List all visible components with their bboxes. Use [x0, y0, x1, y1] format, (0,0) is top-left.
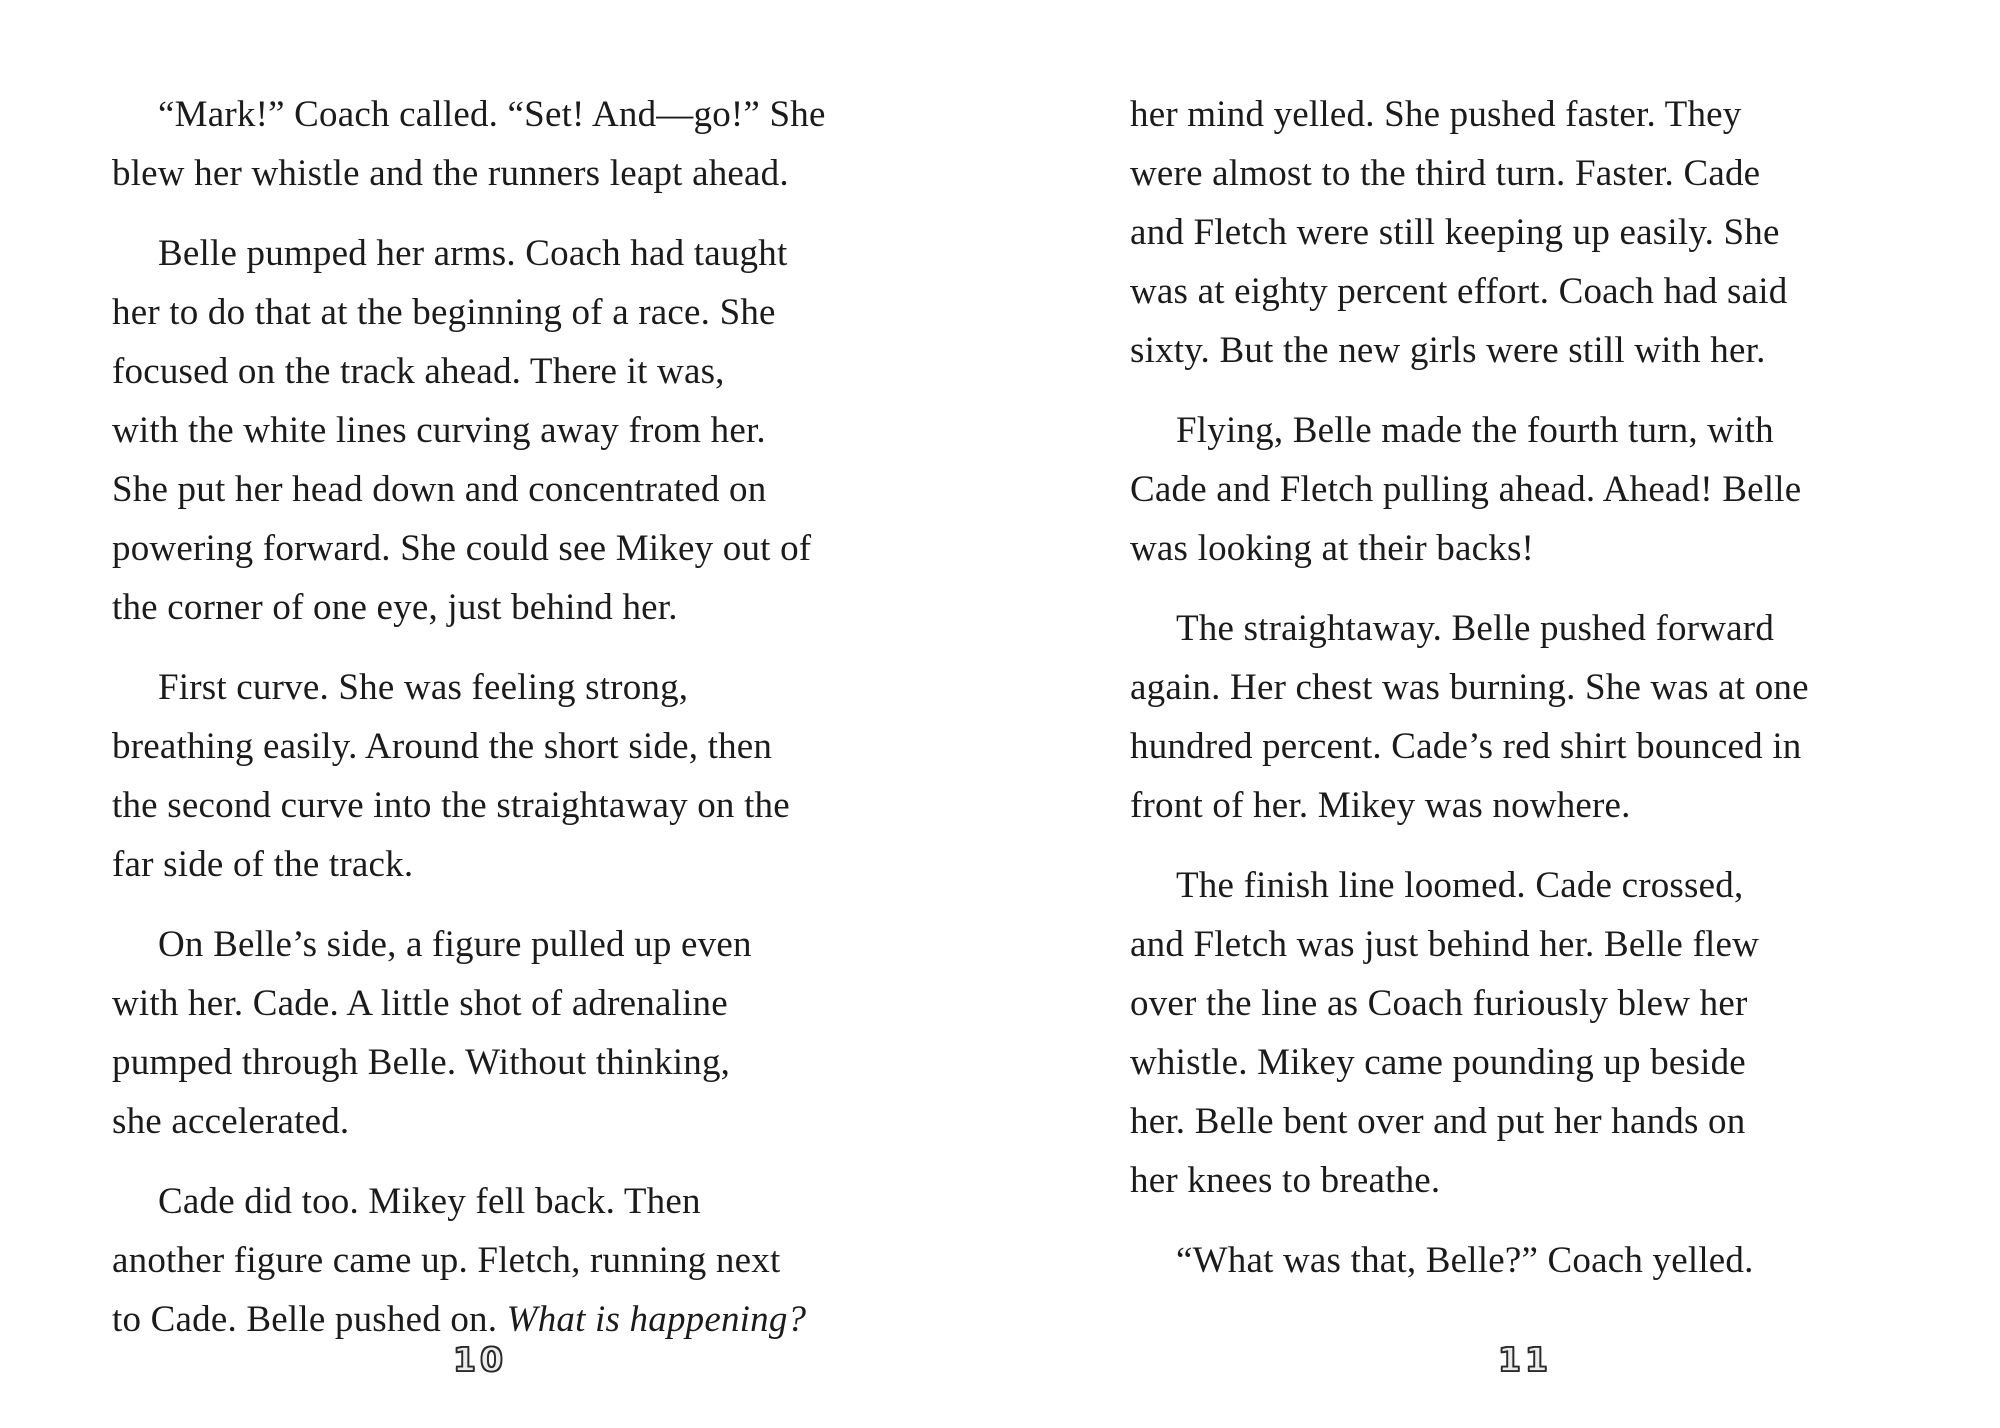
- body-text: Cade did too. Mikey fell back. Then: [158, 1181, 701, 1222]
- text-line: [1130, 974, 1930, 1033]
- text-line: [112, 1092, 912, 1151]
- page-right-text-column: [1130, 85, 1930, 1290]
- italic-text: What is happening?: [506, 1299, 807, 1340]
- text-line: [112, 578, 912, 637]
- body-text: The straightaway. Belle pushed forward: [1176, 608, 1775, 649]
- text-line: [112, 1172, 912, 1231]
- text-line: [1130, 1151, 1930, 1210]
- text-line: [1130, 262, 1930, 321]
- paragraph: [1130, 856, 1930, 1210]
- text-line: [1130, 915, 1930, 974]
- body-text: her knees to breathe.: [1130, 1160, 1441, 1201]
- text-line: [112, 974, 912, 1033]
- body-text: blew her whistle and the runners leapt ahead.: [112, 153, 789, 194]
- body-text: Cade and Fletch pulling ahead. Ahead! Belle: [1130, 469, 1802, 510]
- paragraph: [112, 915, 912, 1151]
- text-line: [1130, 144, 1930, 203]
- paragraph: [1130, 599, 1930, 835]
- text-line: [1130, 658, 1930, 717]
- paragraph: [1130, 85, 1930, 380]
- text-line: [1130, 321, 1930, 380]
- text-line: [112, 717, 912, 776]
- page-number-left: 10: [453, 1340, 507, 1379]
- paragraph: [112, 224, 912, 637]
- text-line: [1130, 776, 1930, 835]
- page-number-right: 11: [1498, 1340, 1552, 1379]
- body-text: The finish line loomed. Cade crossed,: [1176, 865, 1744, 906]
- body-text: her mind yelled. She pushed faster. They: [1130, 94, 1742, 135]
- body-text: Flying, Belle made the fourth turn, with: [1176, 410, 1774, 451]
- text-line: [1130, 203, 1930, 262]
- text-line: [1130, 599, 1930, 658]
- text-line: [1130, 717, 1930, 776]
- body-text: with the white lines curving away from her.: [112, 410, 766, 451]
- text-line: [112, 519, 912, 578]
- body-text: She put her head down and concentrated on: [112, 469, 767, 510]
- text-line: [112, 1033, 912, 1092]
- paragraph: [112, 85, 912, 203]
- text-line: [112, 342, 912, 401]
- body-text: her. Belle bent over and put her hands on: [1130, 1101, 1746, 1142]
- body-text: “Mark!” Coach called. “Set! And—go!” She: [158, 94, 826, 135]
- text-line: [112, 460, 912, 519]
- text-line: [112, 224, 912, 283]
- body-text: again. Her chest was burning. She was at one: [1130, 667, 1809, 708]
- text-line: [112, 85, 912, 144]
- text-line: [112, 658, 912, 717]
- text-line: [112, 835, 912, 894]
- body-text: her to do that at the beginning of a race. She: [112, 292, 776, 333]
- body-text: front of her. Mikey was nowhere.: [1130, 785, 1631, 826]
- body-text: and Fletch were still keeping up easily. She: [1130, 212, 1780, 253]
- body-text: was at eighty percent effort. Coach had said: [1130, 271, 1788, 312]
- text-line: [1130, 85, 1930, 144]
- text-line: [112, 915, 912, 974]
- body-text: whistle. Mikey came pounding up beside: [1130, 1042, 1746, 1083]
- paragraph: [1130, 401, 1930, 578]
- body-text: was looking at their backs!: [1130, 528, 1535, 569]
- body-text: she accelerated.: [112, 1101, 350, 1142]
- body-text: First curve. She was feeling strong,: [158, 667, 689, 708]
- body-text: “What was that, Belle?” Coach yelled.: [1176, 1240, 1754, 1281]
- body-text: On Belle’s side, a figure pulled up even: [158, 924, 752, 965]
- body-text: to Cade. Belle pushed on.: [112, 1299, 507, 1340]
- body-text: sixty. But the new girls were still with her.: [1130, 330, 1766, 371]
- paragraph: [1130, 1231, 1930, 1290]
- text-line: [112, 283, 912, 342]
- text-line: [1130, 856, 1930, 915]
- body-text: far side of the track.: [112, 844, 414, 885]
- body-text: were almost to the third turn. Faster. Cade: [1130, 153, 1761, 194]
- text-line: [1130, 460, 1930, 519]
- text-line: [1130, 1033, 1930, 1092]
- text-line: [1130, 1231, 1930, 1290]
- text-line: [1130, 519, 1930, 578]
- body-text: over the line as Coach furiously blew her: [1130, 983, 1748, 1024]
- body-text: the second curve into the straightaway on the: [112, 785, 790, 826]
- body-text: powering forward. She could see Mikey out of: [112, 528, 812, 569]
- body-text: with her. Cade. A little shot of adrenaline: [112, 983, 728, 1024]
- body-text: another figure came up. Fletch, running next: [112, 1240, 781, 1281]
- paragraph: [112, 658, 912, 894]
- text-line: [112, 401, 912, 460]
- body-text: pumped through Belle. Without thinking,: [112, 1042, 731, 1083]
- text-line: [112, 1231, 912, 1290]
- page-left-text-column: [112, 85, 912, 1349]
- body-text: and Fletch was just behind her. Belle flew: [1130, 924, 1760, 965]
- body-text: breathing easily. Around the short side, then: [112, 726, 773, 767]
- text-line: [1130, 401, 1930, 460]
- text-line: [112, 776, 912, 835]
- text-line: [112, 144, 912, 203]
- paragraph: [112, 1172, 912, 1349]
- body-text: hundred percent. Cade’s red shirt bounced in: [1130, 726, 1802, 767]
- body-text: focused on the track ahead. There it was,: [112, 351, 725, 392]
- body-text: Belle pumped her arms. Coach had taught: [158, 233, 788, 274]
- text-line: [1130, 1092, 1930, 1151]
- body-text: the corner of one eye, just behind her.: [112, 587, 678, 628]
